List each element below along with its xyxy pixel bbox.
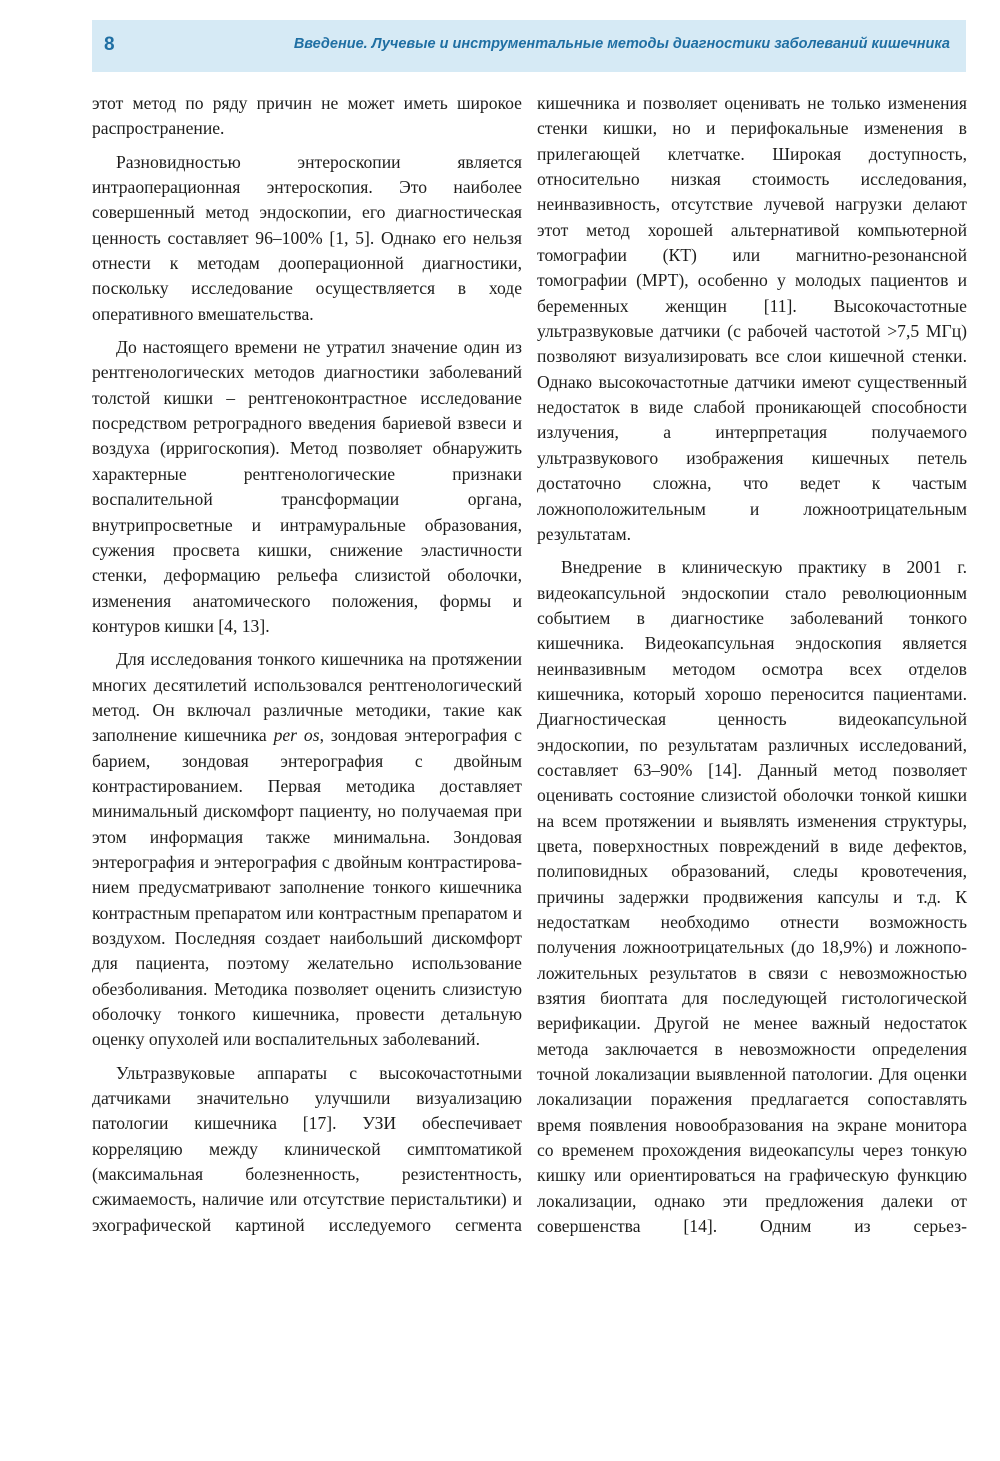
paragraph: Внедрение в клиническую практику в 2001 г. видеокапсульной эндоскопии стало революционным событием в диагностике заболеваний тонкого кишечника. Видеокапсульная эндоскопия является неинвазивным методом осмотра всех отделов кишечника, который хорошо переносится пациентами. Диагностическая ценность видеокапсульной эндоскопии, по результатам различных исследований, составляет 63–90% [14]. Данный метод позволяет оценивать состояние слизистой оболочки тонкой кишки на всем протяжении и выявлять изменения структуры, цвета, поверхностных повреждений в виде дефектов, полиповидных образований, следы кровотечения, причины задержки продвижения капсулы и т.д. К недостаткам необходимо отнести возможность получения ложноотрицательных (до 18,9%) и ложноположительных результатов в связи с невозможностью взятия биоптата для последующей гистологической верификации. Другой не менее важный недостаток метода заключается в невозможности определения точной локализации выявленной патологии. Для оценки локализации поражения предлагается сопоставлять время появления новообразования на экране монитора со временем прохождения видеокапсулы через тонкую кишку или ориентироваться на графическую функцию локализации, однако эти предложения далеки от совершенства [14]. Одним из серьез- [537,557,967,1237]
paragraph: кишечника и позволяет оценивать не только изменения стенки кишки, но и перифокальные изменения в прилегающей клетчатке. Широкая доступность, относительно низкая стоимость исследования, неинвазивность, отсутствие лучевой нагрузки делают этот метод хорошей альтернативой компьютерной томографии (КТ) или магнитно-резонансной томографии (МРТ), особенно у молодых пациентов и беременных женщин [11]. Высокочастотные ультразвуковые датчики (с рабочей частотой >7,5 МГц) позволяют визуализировать все слои кишечной стенки. Однако высокочастотные датчики имеют существенный недостаток в виде слабой проникающей способности излучения, а интерпретация получаемого ультразвукового изображения кишечных петель достаточно сложна, что ведет к частым ложноположительным и ложноотрицательным результатам. [537,93,967,544]
latin-term: per os [273,725,320,746]
paragraph: Разновидностью энтероскопии является интраоперационная энтероскопия. Это наиболее совершенный метод эндоскопии, его диагностическая ценность составляет 96–100% [1, 5]. Однако его нельзя отнести к методам дооперационной диагностики, поскольку исследование осуществляется в ходе оперативного вмешательства. [92,151,522,324]
page-number: 8 [104,34,115,55]
left-column [92,91,522,1238]
paragraph: Ультразвуковые аппараты с высокочастотными датчиками значительно улучшили визуализацию патологии кишечника [17]. УЗИ обеспечивает корреляцию между клинической симптоматикой (максимальная болезненность, резистентность, сжимаемость, наличие или отсутствие перистальтики) и эхографической картиной исследуемого сегмента [92,1062,522,1235]
paragraph [92,647,522,1053]
paragraph-text: , зондовая энтерография с барием, зондовая энтерография с двойным контрастированием. Первая методика доставляет минимальный дискомфорт пациенту, но получаемая при этом информация также минимальна. Зондовая энтерография и энтерография с двойным контрастированием предусматривают заполнение тонкого кишечника контрастным препаратом или контрастным препаратом и воздухом. Последняя создает наибольший дискомфорт для пациента, поэтому желательно использование обезболивания. Методика позволяет оценить слизистую оболочку тонкого кишечника, провести детальную оценку опухолей или воспалительных заболеваний. [92,725,522,1050]
running-title: Введение. Лучевые и инструментальные методы диагностики заболеваний кишечника [293,36,950,52]
paragraph: этот метод по ряду причин не может иметь широкое распространение. [92,93,522,139]
right-column [537,91,967,1239]
paragraph: До настоящего времени не утратил значение один из рентгенологических методов диагностики заболеваний толстой кишки – рентгеноконтрастное исследование посредством ретроградного введения бариевой взвеси и воздуха (ирригоскопия). Метод позволяет обнаружить характерные рентгенологические признаки воспалительной трансформации органа, внутрипросветные и интрамуральные образования, сужения просвета кишки, снижение эластичности стенки, деформацию рельефа слизистой оболочки, изменения анатомического положения, формы и контуров кишки [4, 13]. [92,337,522,636]
paragraph-text: Для исследования тонкого кишечника на протяжении многих десятилетий использовался рентгенологический метод. Он включал различные методики, такие как заполнение кишечника [92,649,522,746]
